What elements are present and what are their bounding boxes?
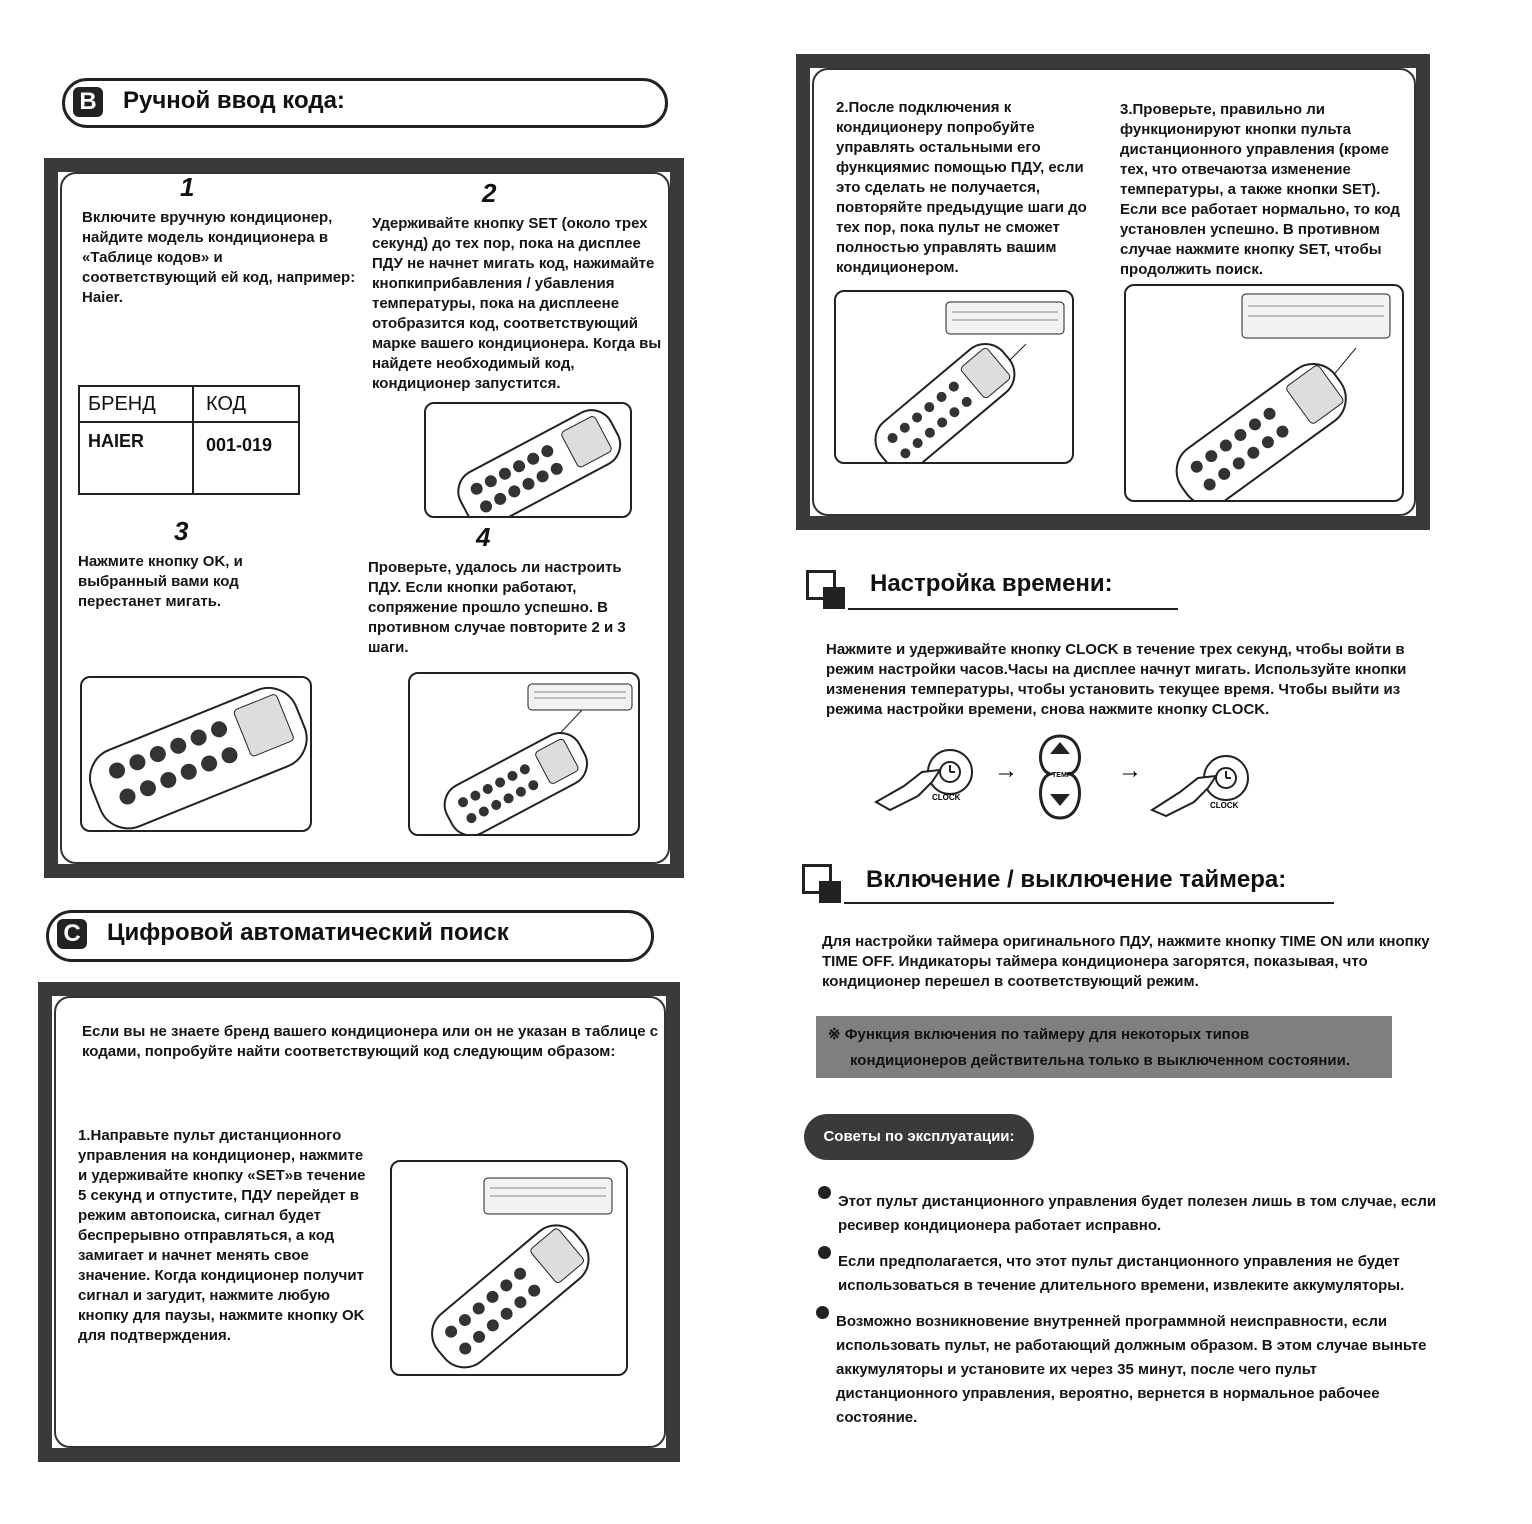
timer-title: Включение / выключение таймера: xyxy=(866,866,1287,893)
tip-bullet-icon xyxy=(816,1306,829,1319)
time-setup-underline xyxy=(848,608,1178,610)
timer-note-line2: кондиционеров действительна только в выключенном состоянии. xyxy=(850,1052,1351,1069)
remote-illustration-step4 xyxy=(408,672,640,836)
remote-illustration-autosearch xyxy=(390,1160,628,1376)
timer-text: Для настройки таймера оригинального ПДУ, нажмите кнопку TIME ON или кнопку TIME OFF. Индикаторы таймера кондиционера загорятся, показывая, что кондиционер перешел в соответствующий режим. xyxy=(822,933,1430,990)
clock-button-press-icon xyxy=(870,730,1260,830)
remote-illustration-step2 xyxy=(424,402,632,518)
arrow-right-icon: → xyxy=(1118,757,1142,784)
section-b-badge: B xyxy=(73,87,103,117)
timer-note-line1: Функция включения по таймеру для некоторых типов xyxy=(844,1026,1250,1043)
section-c-header xyxy=(46,910,654,962)
section-b-header xyxy=(62,78,668,128)
step-number-3: 3 xyxy=(174,516,189,546)
step-number-1: 1 xyxy=(180,172,195,202)
tip-bullet-icon xyxy=(818,1246,831,1259)
arrow-right-icon: → xyxy=(994,757,1018,784)
timer-marker xyxy=(802,864,832,894)
temp-label: TEMP xyxy=(1052,772,1072,779)
air-conditioner-icon xyxy=(1126,286,1404,502)
section-b-title: Ручной ввод кода: xyxy=(123,87,345,114)
air-conditioner-icon xyxy=(392,1162,628,1376)
autosearch-step3-text: 3.Проверьте, правильно ли функционируют кнопки пульта дистанционного управления (кроме тех, что отвечаютза изменение температуры, а также кнопки SET). Если все работает нормально, то код установлен успешно. В противном случае нажмите кнопку SET, чтобы продолжить поиск. xyxy=(1120,101,1400,278)
clock-label-right: CLOCK xyxy=(1210,801,1239,810)
tips-title-cloud: Советы по эксплуатации: xyxy=(804,1114,1034,1160)
step-4-text: Проверьте, удалось ли настроить ПДУ. Если кнопки работают, сопряжение прошло успешно. В противном случае повторите 2 и 3 шаги. xyxy=(368,559,626,656)
air-conditioner-icon xyxy=(410,674,640,836)
code-table-header-brand: БРЕНД xyxy=(79,386,193,422)
timer-note-box xyxy=(816,1016,1392,1078)
tip-item-1: Этот пульт дистанционного управления будет полезен лишь в том случае, если ресивер кондиционера работает исправно. xyxy=(838,1193,1437,1234)
step-1-text: Включите вручную кондиционер, найдите модель кондиционера в «Таблице кодов» и соответствующий ей код, например: Haier. xyxy=(82,209,356,306)
step-3-text: Нажмите кнопку OK, и выбранный вами код перестанет мигать. xyxy=(78,553,243,610)
tip-item-3: Возможно возникновение внутренней программной неисправности, если использовать пульт, не работающий должным образом. В этом случае выньте аккумуляторы и установите их через 35 минут, после чего пульт дистанционного управления, вероятно, вернется в нормальное рабочее состояние. xyxy=(836,1313,1427,1426)
step-number-2: 2 xyxy=(482,178,497,208)
section-c-intro: Если вы не знаете бренд вашего кондиционера или он не указан в таблице с кодами, попробуйте найти соответствующий код следующим образом: xyxy=(82,1023,659,1060)
section-c-title: Цифровой автоматический поиск xyxy=(107,919,509,946)
time-setup-marker xyxy=(806,570,836,600)
air-conditioner-icon xyxy=(836,292,1074,464)
remote-illustration-right-2 xyxy=(1124,284,1404,502)
code-table-brand-cell: HAIER xyxy=(79,422,193,494)
step-number-4: 4 xyxy=(476,522,491,552)
autosearch-step2-text: 2.После подключения к кондиционеру попробуйте управлять остальными его функциямис помощью ПДУ, если это сделать не получается, повторяйте предыдущие шаги до тех пор, пока пульт не сможет полностью управлять вашим кондиционером. xyxy=(836,99,1087,276)
tip-item-2: Если предполагается, что этот пульт дистанционного управления не будет использоваться в течение длительного времени, извлеките аккумуляторы. xyxy=(838,1253,1405,1294)
timer-underline xyxy=(844,902,1334,904)
time-setup-text: Нажмите и удерживайте кнопку CLOCK в течение трех секунд, чтобы войти в режим настройки часов.Часы на дисплее начнут мигать. Используйте кнопки изменения температуры, чтобы установить текущее время. Чтобы выйти из режима настройки времени, снова нажмите кнопку CLOCK. xyxy=(826,641,1407,718)
code-table xyxy=(78,385,300,495)
remote-illustration-right-1 xyxy=(834,290,1074,464)
step-2-text: Удерживайте кнопку SET (около трех секунд) до тех пор, пока на дисплее ПДУ не начнет мигать код, нажимайте кнопкиприбавления / убавления температуры, пока на дисплеене отобразится код, соответствующий марке вашего кондиционера. Когда вы найдете необходимый код, кондиционер запустится. xyxy=(372,215,662,392)
section-c-badge: C xyxy=(57,919,87,949)
clock-label-left: CLOCK xyxy=(932,793,961,802)
remote-icon xyxy=(426,404,632,518)
code-table-code-cell: 001-019 xyxy=(193,422,299,494)
tip-bullet-icon xyxy=(818,1186,831,1199)
remote-icon xyxy=(82,678,312,832)
note-asterisk-icon: ※ xyxy=(828,1026,841,1043)
time-setup-title: Настройка времени: xyxy=(870,570,1113,597)
remote-illustration-step3 xyxy=(80,676,312,832)
section-c-step1-text: 1.Направьте пульт дистанционного управления на кондиционер, нажмите и удерживайте кнопку «SET»в течение 5 секунд и отпустите, ПДУ перейдет в режим автопоиска, сигнал будет беспрерывно отправляться, а код замигает и начнет менять свое значение. Когда кондиционер получит сигнал и загудит, нажмите любую кнопку для паузы, нажмите кнопку OK для подтверждения. xyxy=(78,1127,366,1344)
code-table-header-code: КОД xyxy=(193,386,299,422)
clock-diagram xyxy=(870,730,1260,830)
